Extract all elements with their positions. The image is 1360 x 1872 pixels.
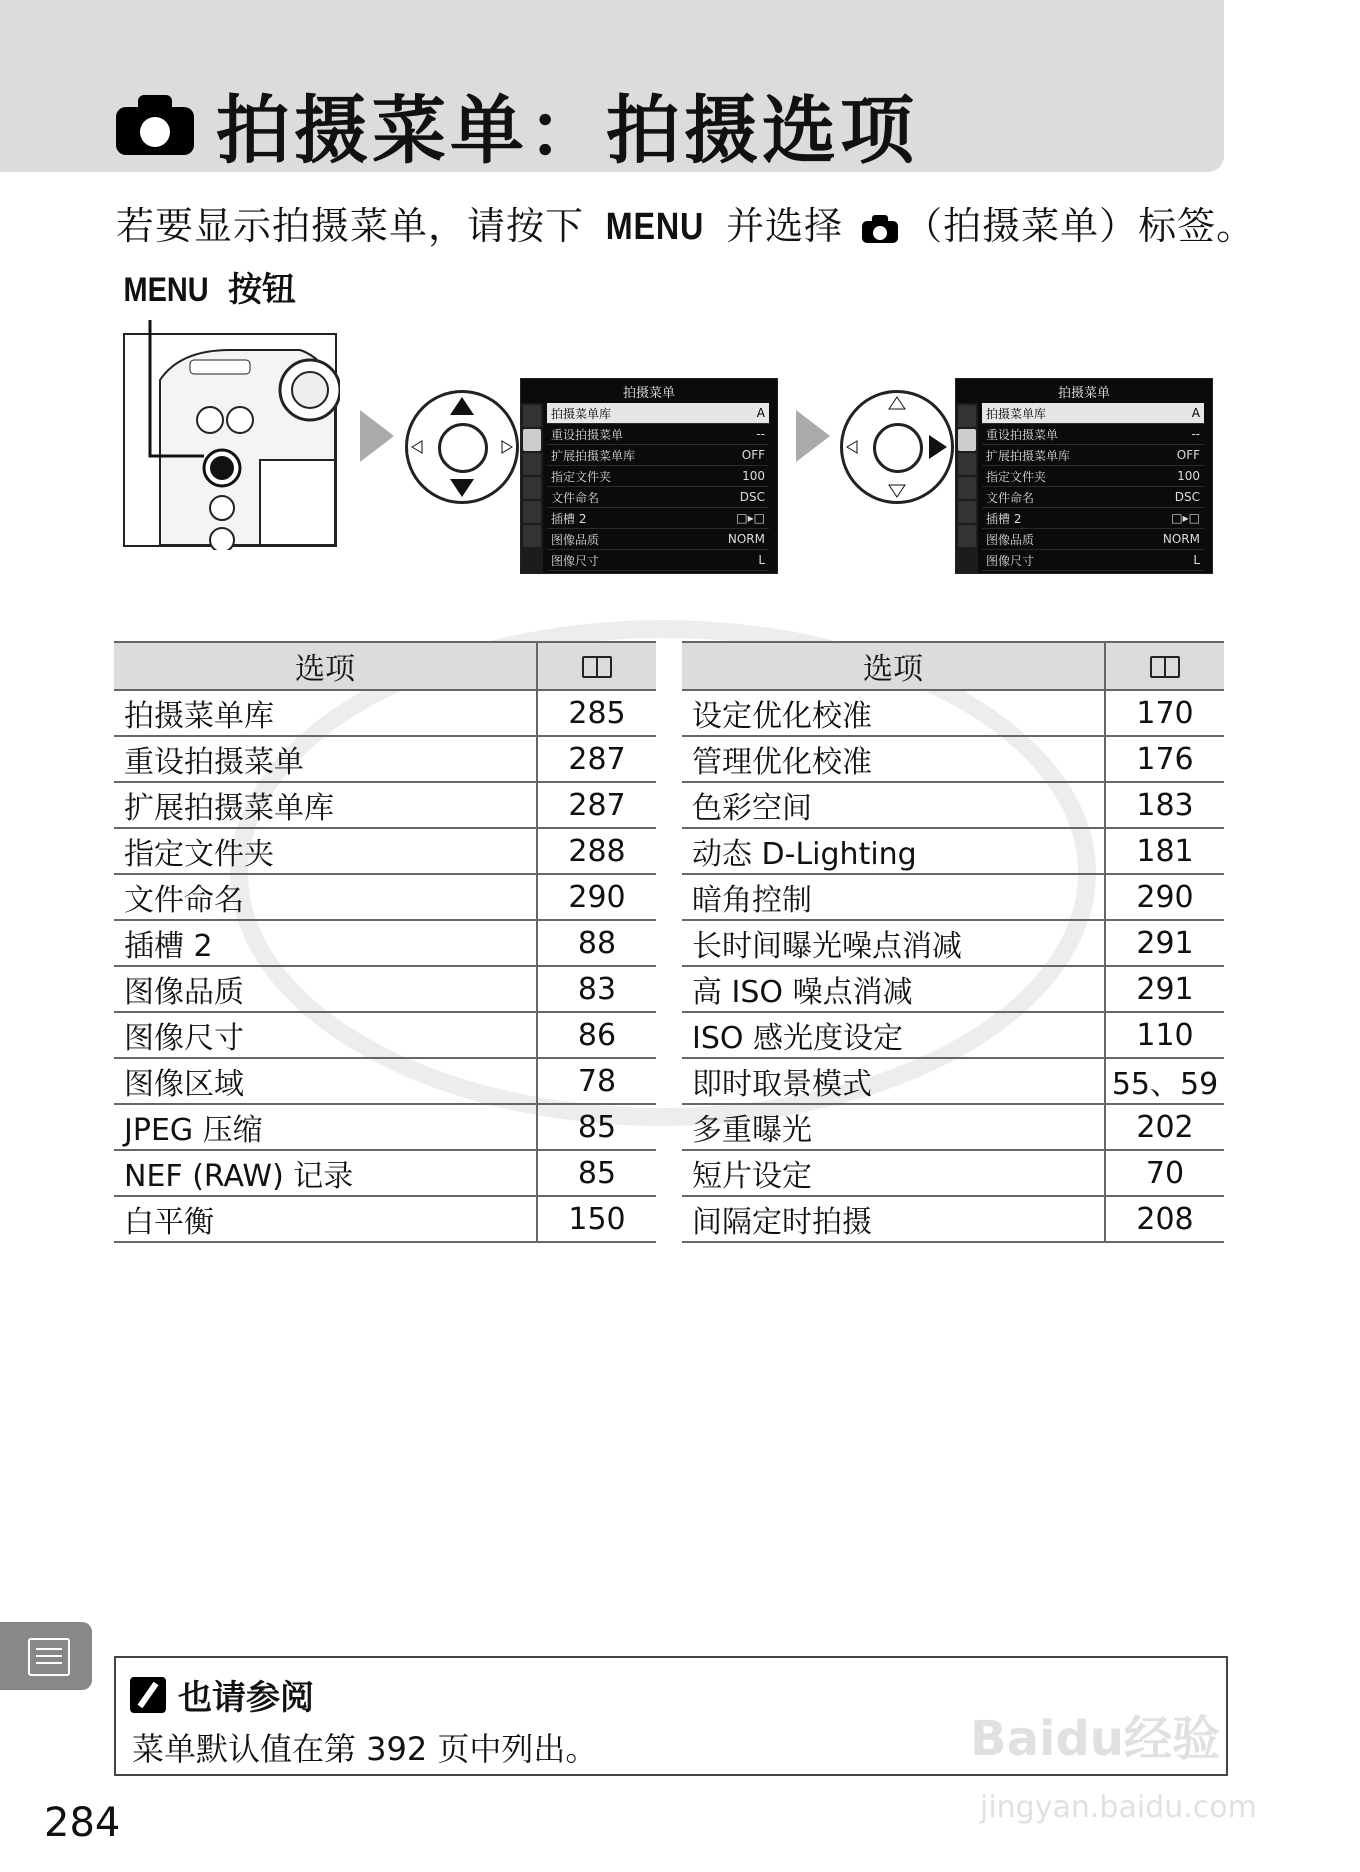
option-page: 287 <box>537 782 656 828</box>
option-name: 高 ISO 噪点消减 <box>682 966 1105 1012</box>
header-page <box>1105 642 1224 690</box>
screen-title: 拍摄菜单 <box>622 386 675 401</box>
arrow-right-icon <box>796 410 830 462</box>
options-table-left <box>114 641 656 1243</box>
option-name: 管理优化校准 <box>682 736 1105 782</box>
menu-label: MENU <box>123 271 209 309</box>
option-page: 150 <box>537 1196 656 1242</box>
option-page: 170 <box>1105 690 1224 736</box>
options-table-right <box>682 641 1224 1243</box>
menu-screen-1 <box>520 378 778 574</box>
menu-screen-2 <box>955 378 1213 574</box>
camera-back-illustration <box>120 320 340 550</box>
header-page <box>537 642 656 690</box>
option-page: 86 <box>537 1012 656 1058</box>
option-name: 指定文件夹 <box>114 828 537 874</box>
option-page: 285 <box>537 690 656 736</box>
option-name: ISO 感光度设定 <box>682 1012 1105 1058</box>
pencil-icon <box>130 1677 166 1713</box>
header-option: 选项 <box>114 642 537 690</box>
camera-icon <box>116 95 194 155</box>
table-row <box>114 1012 656 1058</box>
arrow-right-icon <box>360 410 394 462</box>
see-also-header <box>130 1670 314 1719</box>
screen-row: 图像品质 NORM <box>982 529 1204 550</box>
menu-label: MENU <box>605 206 705 248</box>
option-name: 文件命名 <box>114 874 537 920</box>
screen-row: 指定文件夹 100 <box>982 466 1204 487</box>
option-page: 110 <box>1105 1012 1224 1058</box>
menu-guide-tab <box>0 1622 92 1690</box>
screen-row: 插槽 2 □▸□ <box>547 508 769 529</box>
header-option: 选项 <box>682 642 1105 690</box>
table-row <box>114 736 656 782</box>
option-page: 85 <box>537 1150 656 1196</box>
screen-row: 图像尺寸 L <box>982 550 1204 571</box>
option-page: 183 <box>1105 782 1224 828</box>
option-name: JPEG 压缩 <box>114 1104 537 1150</box>
page-title <box>116 72 918 178</box>
multi-selector-icon <box>405 390 519 504</box>
table-row <box>682 920 1224 966</box>
table-row <box>682 1196 1224 1242</box>
table-row <box>682 874 1224 920</box>
menu-button-label: 按钮 <box>216 270 296 310</box>
option-page: 290 <box>537 874 656 920</box>
table-row <box>682 828 1224 874</box>
table-row <box>682 1104 1224 1150</box>
multi-selector-icon <box>840 390 954 504</box>
option-name: 多重曝光 <box>682 1104 1105 1150</box>
table-row <box>114 1104 656 1150</box>
screen-row: 图像品质 NORM <box>547 529 769 550</box>
screen-row: 图像尺寸 L <box>547 550 769 571</box>
table-row <box>682 966 1224 1012</box>
table-row <box>682 1058 1224 1104</box>
option-name: 即时取景模式 <box>682 1058 1105 1104</box>
option-page: 85 <box>537 1104 656 1150</box>
option-name: 白平衡 <box>114 1196 537 1242</box>
option-page: 176 <box>1105 736 1224 782</box>
table-row <box>682 690 1224 736</box>
option-name: 扩展拍摄菜单库 <box>114 782 537 828</box>
option-name: 动态 D-Lighting <box>682 828 1105 874</box>
screen-row: 扩展拍摄菜单库 OFF <box>547 445 769 466</box>
table-row <box>114 920 656 966</box>
screen-row: 文件命名 DSC <box>982 487 1204 508</box>
screen-row: 重设拍摄菜单 -- <box>982 424 1204 445</box>
option-name: 图像品质 <box>114 966 537 1012</box>
book-icon <box>1150 656 1180 678</box>
option-name: 设定优化校准 <box>682 690 1105 736</box>
table-row <box>682 1012 1224 1058</box>
see-also-text: 菜单默认值在第 392 页中列出。 <box>132 1730 598 1768</box>
option-name: 重设拍摄菜单 <box>114 736 537 782</box>
option-name: 色彩空间 <box>682 782 1105 828</box>
camera-icon <box>862 215 898 243</box>
screen-row: 文件命名 DSC <box>547 487 769 508</box>
table-row <box>114 782 656 828</box>
screen-row: 拍摄菜单库 A <box>982 403 1204 424</box>
option-page: 288 <box>537 828 656 874</box>
table-row <box>682 1150 1224 1196</box>
screen-title: 拍摄菜单 <box>1057 386 1110 401</box>
table-row <box>114 828 656 874</box>
option-page: 70 <box>1105 1150 1224 1196</box>
table-row <box>114 1196 656 1242</box>
baidu-watermark-url: jingyan.baidu.com <box>980 1790 1257 1825</box>
screen-row: 重设拍摄菜单 -- <box>547 424 769 445</box>
option-name: NEF (RAW) 记录 <box>114 1150 537 1196</box>
option-name: 间隔定时拍摄 <box>682 1196 1105 1242</box>
intro-middle: 并选择 <box>712 204 857 248</box>
option-page: 88 <box>537 920 656 966</box>
table-row <box>114 1058 656 1104</box>
menu-button-caption <box>116 262 296 311</box>
table-row <box>114 966 656 1012</box>
option-name: 暗角控制 <box>682 874 1105 920</box>
screen-row: 拍摄菜单库 A <box>547 403 769 424</box>
table-row <box>114 690 656 736</box>
illustration <box>120 310 1220 580</box>
intro-after: （拍摄菜单）标签。 <box>904 204 1256 248</box>
option-page: 290 <box>1105 874 1224 920</box>
page-number: 284 <box>44 1800 121 1846</box>
page-title-text: 拍摄菜单：拍摄选项 <box>216 88 918 174</box>
option-page: 78 <box>537 1058 656 1104</box>
screen-row: 插槽 2 □▸□ <box>982 508 1204 529</box>
option-page: 83 <box>537 966 656 1012</box>
option-name: 图像区域 <box>114 1058 537 1104</box>
table-row <box>682 736 1224 782</box>
menu-list-icon <box>28 1638 70 1676</box>
screen-row: 指定文件夹 100 <box>547 466 769 487</box>
screen-row: 扩展拍摄菜单库 OFF <box>982 445 1204 466</box>
option-page: 55、59 <box>1105 1058 1224 1104</box>
see-also-title: 也请参阅 <box>178 1678 314 1718</box>
option-name: 插槽 2 <box>114 920 537 966</box>
table-row <box>114 1150 656 1196</box>
option-name: 图像尺寸 <box>114 1012 537 1058</box>
option-page: 208 <box>1105 1196 1224 1242</box>
baidu-watermark: Baidu经验 <box>970 1711 1220 1767</box>
option-name: 长时间曝光噪点消减 <box>682 920 1105 966</box>
table-row <box>114 874 656 920</box>
intro-before: 若要显示拍摄菜单，请按下 <box>116 204 598 248</box>
table-row <box>682 782 1224 828</box>
option-name: 拍摄菜单库 <box>114 690 537 736</box>
option-page: 291 <box>1105 966 1224 1012</box>
option-page: 202 <box>1105 1104 1224 1150</box>
option-page: 291 <box>1105 920 1224 966</box>
option-page: 287 <box>537 736 656 782</box>
intro-text <box>116 195 1255 250</box>
option-page: 181 <box>1105 828 1224 874</box>
book-icon <box>582 656 612 678</box>
option-name: 短片设定 <box>682 1150 1105 1196</box>
